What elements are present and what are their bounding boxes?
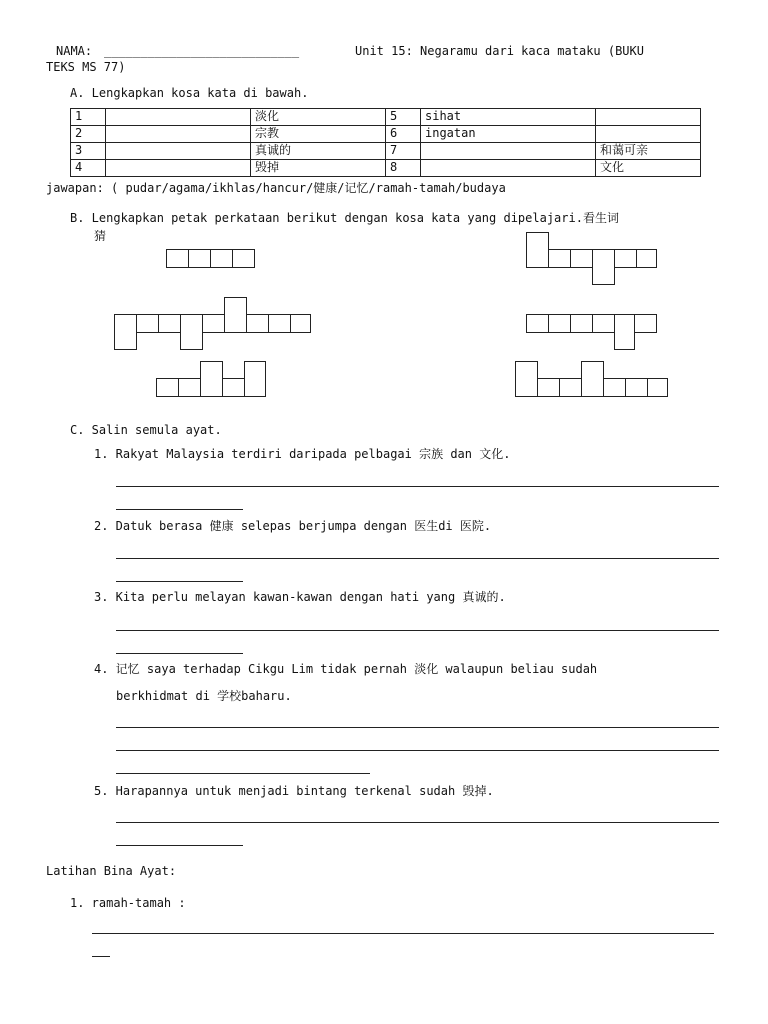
section-c-title: C. Salin semula ayat. [70,423,222,437]
sentence-5: 5. Harapannya untuk menjadi bintang terkenal sudah 毁掉. [94,784,494,798]
row-number: 3 [71,143,106,160]
answer-cell[interactable] [106,126,251,143]
row-number: 5 [386,109,421,126]
puzzle-box[interactable] [559,378,582,397]
puzzle-box[interactable] [581,361,604,397]
puzzle-box[interactable] [210,249,233,268]
name-label: NAMA: [56,44,93,58]
answer-line[interactable] [116,486,719,487]
answer-cell[interactable] [596,126,701,143]
answer-line[interactable] [116,727,719,728]
puzzle-box[interactable] [548,314,571,333]
answer-line[interactable] [116,750,719,751]
answer-line[interactable] [92,956,110,957]
chinese-word: 毁掉 [251,160,386,177]
answer-cell[interactable] [596,109,701,126]
row-number: 1 [71,109,106,126]
sentence-3: 3. Kita perlu melayan kawan-kawan dengan hati yang 真诚的. [94,590,506,604]
puzzle-box[interactable] [114,314,137,350]
section-b-title: B. Lengkapkan petak perkataan berikut dengan kosa kata yang dipelajari.看生词 [70,211,619,225]
puzzle-box[interactable] [603,378,626,397]
answer-line[interactable] [116,822,719,823]
latihan-item-1: 1. ramah-tamah : [70,896,186,910]
malay-word: sihat [421,109,596,126]
answer-cell[interactable] [421,160,596,177]
puzzle-box[interactable] [592,314,615,333]
chinese-word: 淡化 [251,109,386,126]
answer-line[interactable] [116,845,243,846]
sentence-4: 4. 记忆 saya terhadap Cikgu Lim tidak pernah 淡化 walaupun beliau sudah [94,662,598,676]
section-b-title-cont: 猜 [94,229,107,243]
chinese-word: 真诚的 [251,143,386,160]
puzzle-box[interactable] [136,314,159,333]
answer-line[interactable] [116,558,719,559]
puzzle-box[interactable] [202,314,225,333]
puzzle-box[interactable] [180,314,203,350]
row-number: 6 [386,126,421,143]
puzzle-box[interactable] [636,249,657,268]
table-row [71,143,701,160]
unit-title-cont: TEKS MS 77) [46,60,126,74]
table-row [71,160,701,177]
vocab-table [70,108,701,177]
row-number: 8 [386,160,421,177]
puzzle-box[interactable] [526,232,549,268]
puzzle-box[interactable] [158,314,181,333]
puzzle-box[interactable] [232,249,255,268]
answer-cell[interactable] [106,109,251,126]
answer-line[interactable] [116,581,243,582]
puzzle-box[interactable] [625,378,648,397]
puzzle-box[interactable] [647,378,668,397]
puzzle-box[interactable] [592,249,615,285]
puzzle-box[interactable] [290,314,311,333]
puzzle-box[interactable] [268,314,291,333]
answer-line[interactable] [92,933,714,934]
puzzle-box[interactable] [246,314,269,333]
puzzle-box[interactable] [200,361,223,397]
unit-title: Unit 15: Negaramu dari kaca mataku (BUKU [355,44,644,58]
name-blank[interactable]: ___________________________ [104,44,300,58]
table-row [71,109,701,126]
row-number: 7 [386,143,421,160]
puzzle-box[interactable] [222,378,245,397]
puzzle-box[interactable] [515,361,538,397]
puzzle-box[interactable] [570,249,593,268]
chinese-word: 文化 [596,160,701,177]
answer-line[interactable] [116,653,243,654]
row-number: 2 [71,126,106,143]
malay-word: ingatan [421,126,596,143]
row-number: 4 [71,160,106,177]
puzzle-box[interactable] [614,314,635,350]
sentence-4-cont: berkhidmat di 学校baharu. [116,689,292,703]
answer-cell[interactable] [421,143,596,160]
latihan-title: Latihan Bina Ayat: [46,864,177,878]
puzzle-box[interactable] [178,378,201,397]
puzzle-box[interactable] [188,249,211,268]
puzzle-box[interactable] [548,249,571,268]
puzzle-box[interactable] [614,249,637,268]
answer-cell[interactable] [106,143,251,160]
answer-line[interactable] [116,509,243,510]
puzzle-box[interactable] [570,314,593,333]
section-a-title: A. Lengkapkan kosa kata di bawah. [70,86,309,100]
puzzle-box[interactable] [156,378,179,397]
answer-cell[interactable] [106,160,251,177]
answer-line[interactable] [116,630,719,631]
puzzle-box[interactable] [244,361,266,397]
answer-line[interactable] [116,773,370,774]
puzzle-box[interactable] [537,378,560,397]
sentence-2: 2. Datuk berasa 健康 selepas berjumpa dengan 医生di 医院. [94,519,492,533]
answer-bank: jawapan: ( pudar/agama/ikhlas/hancur/健康/记忆/ramah-tamah/budaya [46,181,506,195]
table-row [71,126,701,143]
puzzle-box[interactable] [224,297,247,333]
puzzle-box[interactable] [166,249,189,268]
puzzle-box[interactable] [526,314,549,333]
puzzle-box[interactable] [634,314,657,333]
sentence-1: 1. Rakyat Malaysia terdiri daripada pelbagai 宗族 dan 文化. [94,447,511,461]
chinese-word: 宗教 [251,126,386,143]
chinese-word: 和蔼可亲 [596,143,701,160]
